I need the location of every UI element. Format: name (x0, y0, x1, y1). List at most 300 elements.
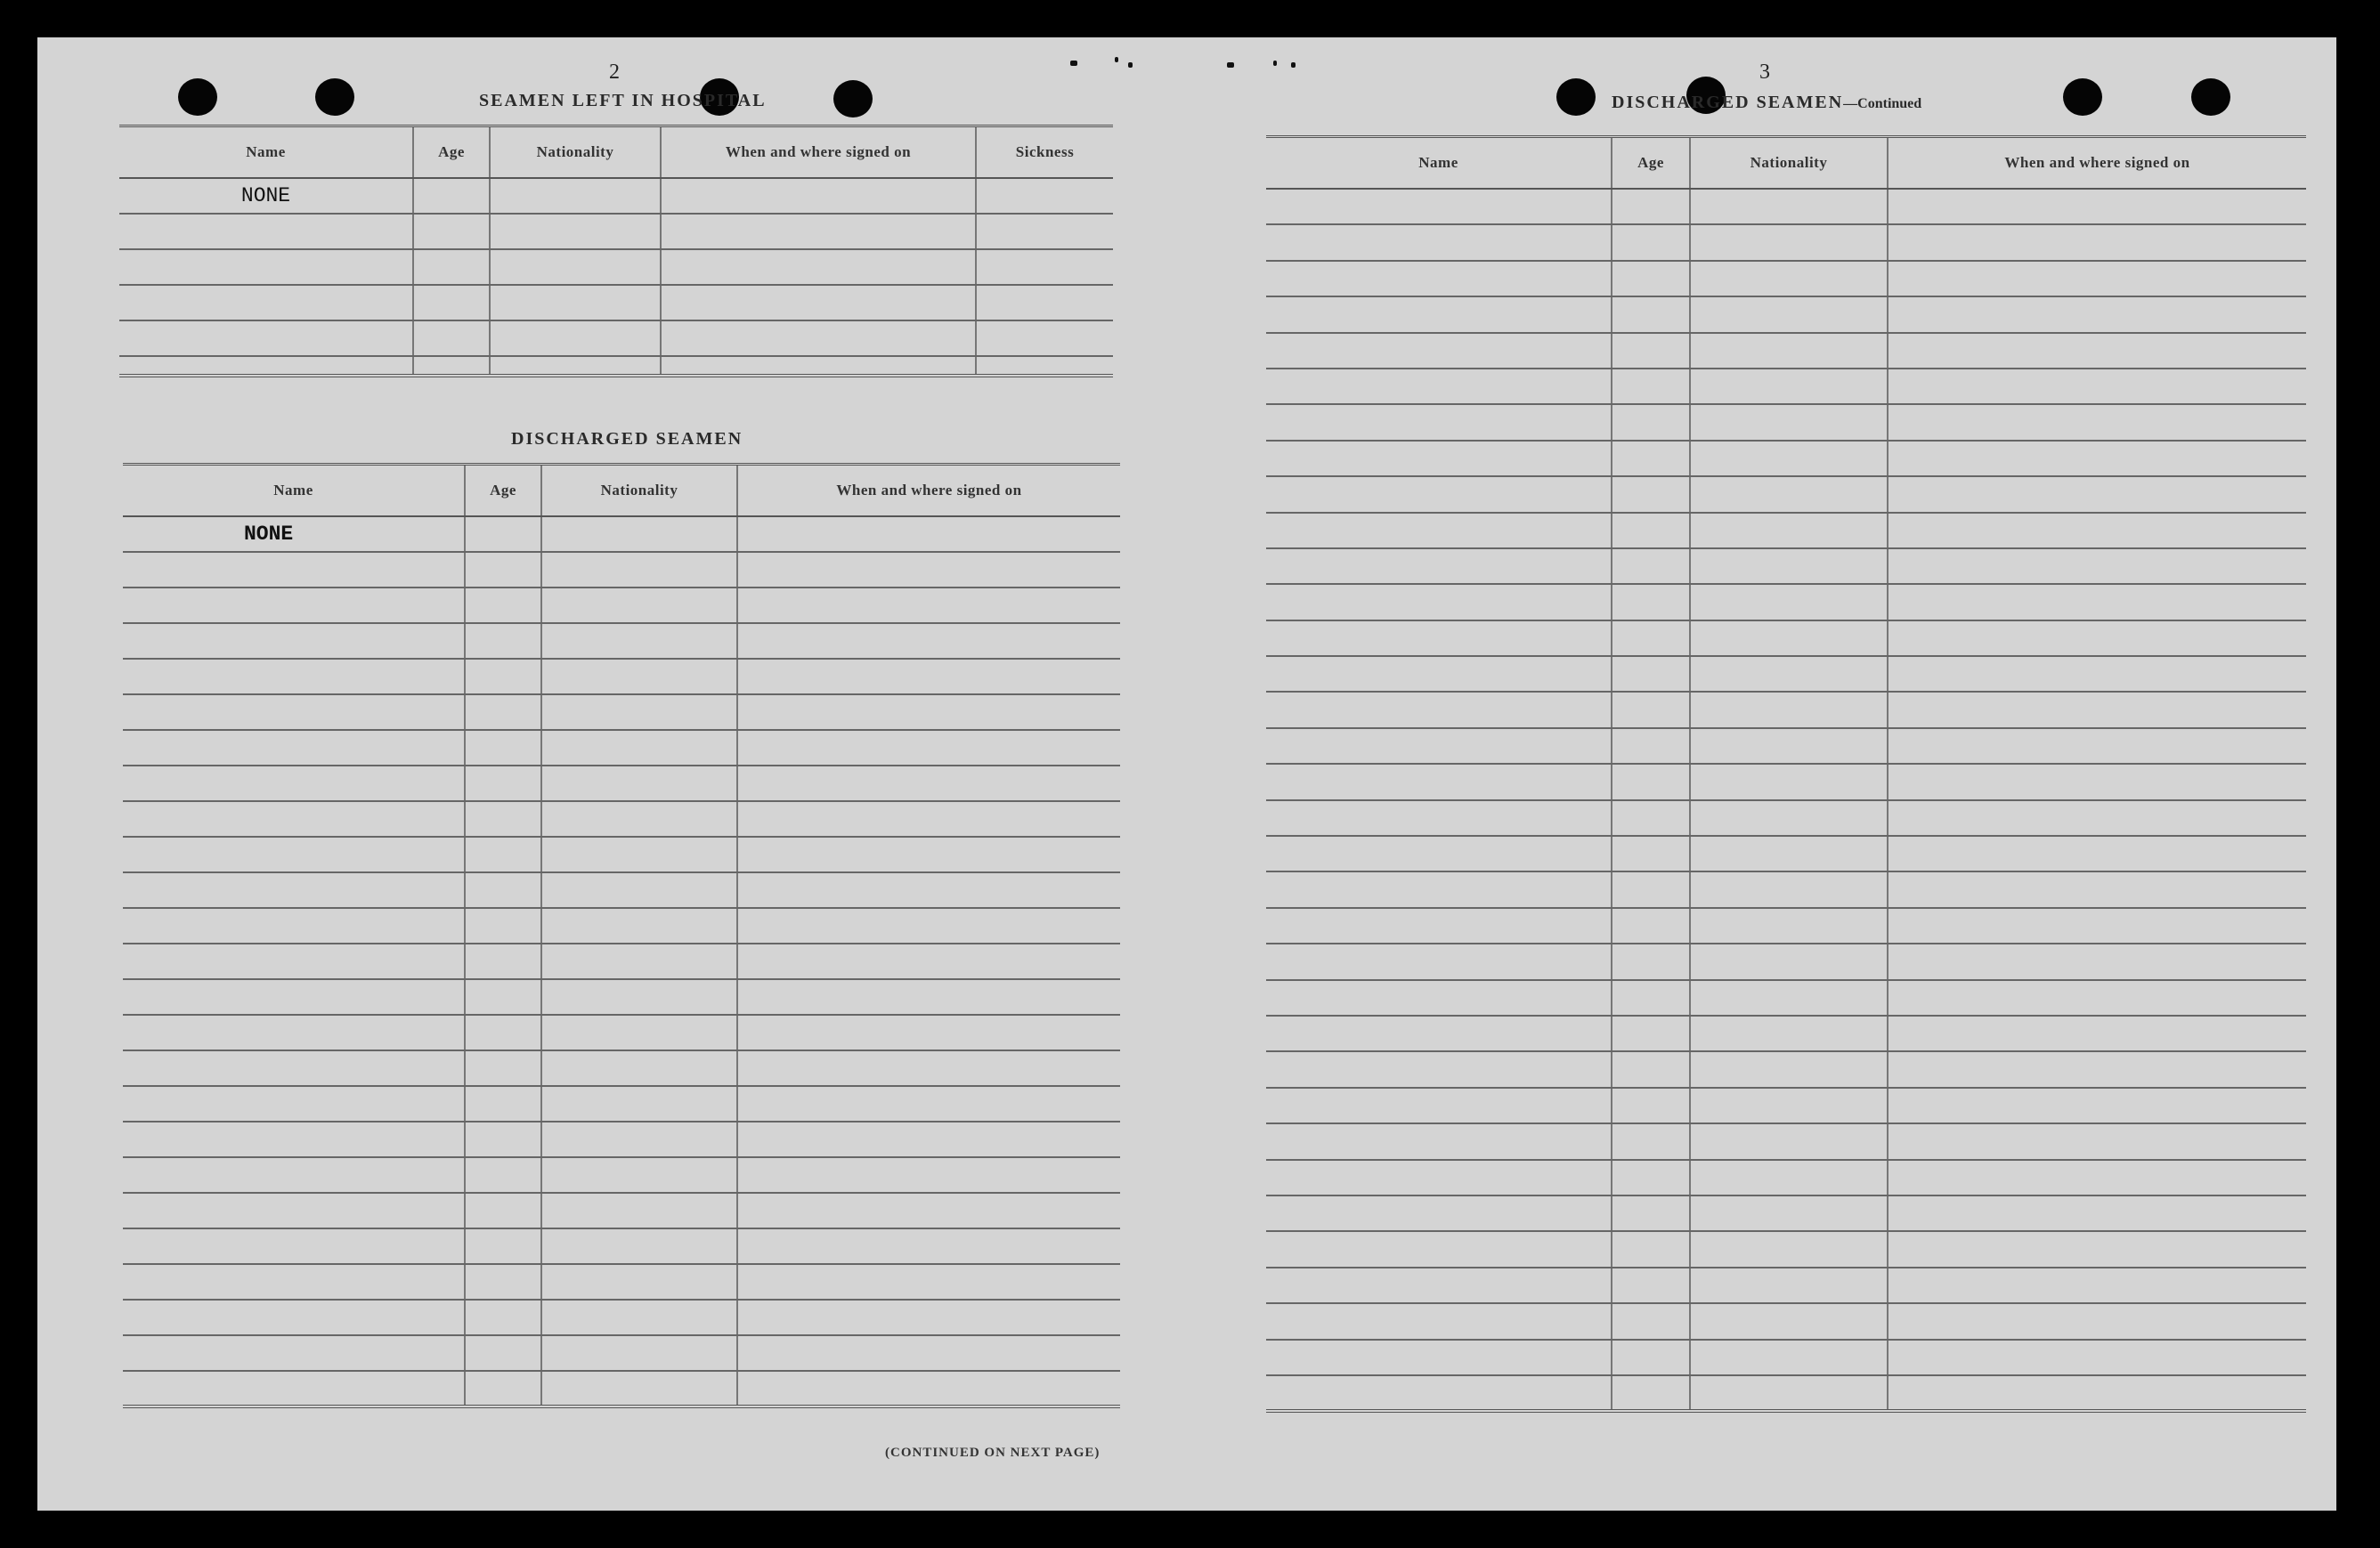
table-cell (1266, 980, 1612, 1016)
table-row (123, 552, 1120, 588)
table-row (1266, 1088, 2306, 1123)
table-cell (737, 588, 1120, 623)
table-row (123, 872, 1120, 908)
table-cell (123, 1050, 465, 1086)
punch-hole (315, 78, 354, 116)
table-cell (737, 1193, 1120, 1228)
column-header-age: Age (465, 465, 541, 517)
table-cell (1888, 1160, 2306, 1195)
table-row (1266, 1268, 2306, 1303)
column-header-nationality: Nationality (1690, 137, 1888, 190)
table-row (1266, 1303, 2306, 1339)
table-cell (1690, 728, 1888, 764)
table-cell (465, 1122, 541, 1157)
table-cell (737, 1335, 1120, 1371)
table-cell (737, 1015, 1120, 1050)
table-cell (123, 1086, 465, 1122)
table-cell (1612, 224, 1690, 260)
table-cell (1266, 1303, 1612, 1339)
table-cell (123, 766, 465, 801)
table-cell (123, 801, 465, 837)
table-cell (541, 944, 737, 979)
table-cell (737, 552, 1120, 588)
table-cell (465, 1335, 541, 1371)
table-row (123, 730, 1120, 766)
table-cell (123, 1335, 465, 1371)
table-cell (1612, 1303, 1690, 1339)
table-cell (1888, 728, 2306, 764)
ink-speck (1115, 57, 1118, 62)
table-cell (1690, 333, 1888, 369)
table-row (1266, 1340, 2306, 1375)
table-cell (1266, 296, 1612, 332)
table-cell (541, 1371, 737, 1406)
table-cell (737, 623, 1120, 659)
table-cell (541, 1157, 737, 1193)
hospital-table (119, 125, 1113, 377)
table-cell (1612, 980, 1690, 1016)
title-main: DISCHARGED SEAMEN (1612, 93, 1844, 112)
table-cell (123, 730, 465, 766)
table-cell (1266, 584, 1612, 620)
table-row (119, 214, 1113, 249)
table-row (1266, 1160, 2306, 1195)
table-cell (1888, 980, 2306, 1016)
table-cell (541, 979, 737, 1015)
table-cell (1690, 980, 1888, 1016)
column-header-name: Name (123, 465, 465, 517)
table-row (123, 908, 1120, 944)
table-cell (1612, 548, 1690, 584)
table-cell (1888, 1051, 2306, 1087)
continued-note: (CONTINUED ON NEXT PAGE) (885, 1446, 1101, 1460)
table-cell (1690, 224, 1888, 260)
table-row (123, 801, 1120, 837)
table-cell (465, 837, 541, 872)
table-cell (1888, 908, 2306, 944)
table-cell (541, 1228, 737, 1264)
column-header-signed-on: When and where signed on (661, 126, 976, 179)
table-cell (465, 1371, 541, 1406)
ink-speck (1128, 62, 1133, 68)
table-cell (541, 1193, 737, 1228)
table-cell (1612, 333, 1690, 369)
table-cell (1612, 1088, 1690, 1123)
table-cell (1888, 224, 2306, 260)
table-cell (465, 872, 541, 908)
table-cell (465, 1015, 541, 1050)
table-cell (1888, 656, 2306, 692)
table-row (119, 356, 1113, 376)
table-cell (1690, 656, 1888, 692)
table-cell (1690, 1051, 1888, 1087)
discharged-table (123, 463, 1120, 1408)
table-row (1266, 620, 2306, 656)
table-cell (1266, 836, 1612, 871)
table-cell (465, 623, 541, 659)
table-row (1266, 513, 2306, 548)
table-row (1266, 189, 2306, 224)
table-cell (1888, 261, 2306, 296)
table-row (1266, 1051, 2306, 1087)
table-cell (541, 1335, 737, 1371)
table-row (123, 1157, 1120, 1193)
table-cell (123, 1264, 465, 1300)
table-cell (123, 588, 465, 623)
table-cell (1266, 871, 1612, 907)
table-cell (1888, 1195, 2306, 1231)
table-cell (1888, 333, 2306, 369)
table-cell (1266, 189, 1612, 224)
table-cell (541, 908, 737, 944)
table-cell (737, 979, 1120, 1015)
table-cell (1266, 1375, 1612, 1411)
table-row (123, 979, 1120, 1015)
table-cell (1888, 1268, 2306, 1303)
table-cell (1612, 404, 1690, 440)
table-cell (737, 766, 1120, 801)
discharged-continued-title (1612, 93, 1921, 113)
table-cell (1612, 1160, 1690, 1195)
table-cell (1690, 871, 1888, 907)
table-cell (1888, 1088, 2306, 1123)
table-cell (1888, 836, 2306, 871)
discharged-continued-table (1266, 135, 2306, 1413)
table-cell (541, 801, 737, 837)
table-row (1266, 1231, 2306, 1267)
table-cell (1888, 620, 2306, 656)
table-cell (1612, 908, 1690, 944)
table-cell (123, 979, 465, 1015)
table-cell (541, 1086, 737, 1122)
table-row (1266, 369, 2306, 404)
table-cell (1612, 728, 1690, 764)
title-suffix: —Continued (1843, 96, 1922, 111)
table-cell (541, 694, 737, 730)
table-cell (123, 1015, 465, 1050)
table-cell (541, 1264, 737, 1300)
table-cell (123, 694, 465, 730)
ink-speck (1227, 62, 1234, 68)
table-cell (1690, 764, 1888, 799)
table-cell (1266, 1123, 1612, 1159)
table-cell (1690, 1268, 1888, 1303)
table-cell (1888, 1123, 2306, 1159)
table-cell (1612, 871, 1690, 907)
table-cell (465, 588, 541, 623)
table-cell (1888, 1303, 2306, 1339)
table-cell (541, 837, 737, 872)
table-cell (1266, 1160, 1612, 1195)
table-row (1266, 800, 2306, 836)
table-cell (1690, 584, 1888, 620)
table-cell (1612, 1340, 1690, 1375)
column-header-nationality: Nationality (541, 465, 737, 517)
table-cell (123, 1122, 465, 1157)
table-row (1266, 548, 2306, 584)
table-cell (1266, 333, 1612, 369)
table-row (123, 1193, 1120, 1228)
table-cell (1888, 871, 2306, 907)
table-cell (1612, 764, 1690, 799)
table-row (123, 1335, 1120, 1371)
table-cell (737, 908, 1120, 944)
table-row (123, 944, 1120, 979)
table-cell (1690, 1303, 1888, 1339)
table-cell (1612, 1123, 1690, 1159)
table-cell (123, 659, 465, 694)
column-header-nationality: Nationality (490, 126, 661, 179)
table-cell (1888, 369, 2306, 404)
table-cell (737, 1264, 1120, 1300)
table-cell (1266, 1268, 1612, 1303)
ink-speck (1273, 61, 1277, 66)
table-row (123, 1264, 1120, 1300)
table-cell (1612, 1231, 1690, 1267)
table-cell (737, 1228, 1120, 1264)
table-cell (465, 659, 541, 694)
table-cell (465, 552, 541, 588)
table-cell (1266, 728, 1612, 764)
table-cell (541, 1300, 737, 1335)
table-cell (1612, 656, 1690, 692)
table-row (1266, 871, 2306, 907)
table-cell (465, 979, 541, 1015)
table-cell (1612, 692, 1690, 727)
punch-hole (1556, 78, 1596, 116)
table-cell (1612, 369, 1690, 404)
page-number-right: 3 (1759, 61, 1770, 84)
discharged-section-title: DISCHARGED SEAMEN (511, 429, 743, 449)
table-cell (1266, 1051, 1612, 1087)
table-cell (1888, 548, 2306, 584)
table-cell (1266, 620, 1612, 656)
table-cell (1612, 513, 1690, 548)
table-cell (1690, 908, 1888, 944)
table-cell (1266, 369, 1612, 404)
table-cell (737, 1050, 1120, 1086)
table-cell (1266, 476, 1612, 512)
table-row (1266, 944, 2306, 979)
table-cell (1266, 548, 1612, 584)
manifest-sheet (37, 37, 2336, 1511)
column-header-age: Age (1612, 137, 1690, 190)
table-row (1266, 224, 2306, 260)
table-cell (1266, 692, 1612, 727)
table-row (1266, 404, 2306, 440)
table-cell (123, 872, 465, 908)
table-cell (1266, 404, 1612, 440)
table-cell (1266, 800, 1612, 836)
entry-name: NONE (123, 516, 465, 552)
table-cell (123, 944, 465, 979)
table-row (123, 1122, 1120, 1157)
table-cell (1266, 1195, 1612, 1231)
table-cell (1888, 189, 2306, 224)
table-row (123, 837, 1120, 872)
table-cell (1266, 513, 1612, 548)
ink-speck (1291, 62, 1296, 68)
table-cell (737, 1371, 1120, 1406)
table-cell (123, 552, 465, 588)
table-cell (1266, 1231, 1612, 1267)
table-cell (1888, 441, 2306, 476)
table-cell (1612, 1268, 1690, 1303)
table-row (119, 178, 1113, 214)
table-row (123, 1015, 1120, 1050)
table-cell (1612, 476, 1690, 512)
table-row (1266, 1375, 2306, 1411)
table-cell (541, 1015, 737, 1050)
table-cell (1690, 296, 1888, 332)
ink-speck (1070, 61, 1077, 66)
table-row (1266, 1123, 2306, 1159)
table-cell (1690, 620, 1888, 656)
table-cell (465, 908, 541, 944)
table-cell (1888, 296, 2306, 332)
table-row (123, 588, 1120, 623)
column-header-name: Name (119, 126, 413, 179)
table-cell (1690, 441, 1888, 476)
table-cell (465, 801, 541, 837)
table-cell (737, 1086, 1120, 1122)
table-cell (1888, 584, 2306, 620)
punch-hole (833, 80, 873, 118)
table-cell (541, 552, 737, 588)
table-row (1266, 656, 2306, 692)
table-cell (1690, 1160, 1888, 1195)
table-cell (1888, 1340, 2306, 1375)
table-cell (1888, 1231, 2306, 1267)
table-cell (1690, 476, 1888, 512)
table-cell (737, 801, 1120, 837)
table-row (123, 1050, 1120, 1086)
column-header-age: Age (413, 126, 490, 179)
punch-hole (178, 78, 217, 116)
table-row (119, 320, 1113, 356)
table-cell (123, 1228, 465, 1264)
table-cell (737, 730, 1120, 766)
table-cell (123, 1157, 465, 1193)
table-row (1266, 908, 2306, 944)
table-cell (1266, 908, 1612, 944)
table-cell (1266, 261, 1612, 296)
table-cell (1888, 944, 2306, 979)
table-cell (1266, 764, 1612, 799)
table-cell (1888, 1375, 2306, 1411)
table-cell (1690, 1016, 1888, 1051)
table-row (1266, 261, 2306, 296)
table-row (123, 1086, 1120, 1122)
table-cell (1612, 1051, 1690, 1087)
table-row (1266, 476, 2306, 512)
table-cell (465, 766, 541, 801)
table-cell (123, 837, 465, 872)
table-row (123, 623, 1120, 659)
table-cell (1266, 656, 1612, 692)
table-cell (123, 623, 465, 659)
table-row (1266, 692, 2306, 727)
table-cell (541, 659, 737, 694)
table-cell (541, 1050, 737, 1086)
table-row (1266, 296, 2306, 332)
table-cell (1690, 944, 1888, 979)
table-row (1266, 333, 2306, 369)
table-cell (541, 730, 737, 766)
table-row (1266, 728, 2306, 764)
table-cell (737, 659, 1120, 694)
table-row (1266, 441, 2306, 476)
table-cell (1612, 296, 1690, 332)
table-cell (1612, 584, 1690, 620)
table-row (123, 694, 1120, 730)
column-header-name: Name (1266, 137, 1612, 190)
table-cell (1690, 513, 1888, 548)
table-cell (1612, 261, 1690, 296)
table-cell (1888, 692, 2306, 727)
table-cell (465, 1157, 541, 1193)
table-row (123, 1300, 1120, 1335)
column-header-signed-on: When and where signed on (1888, 137, 2306, 190)
table-cell (1266, 1016, 1612, 1051)
table-row (119, 285, 1113, 320)
table-cell (1612, 944, 1690, 979)
table-cell (541, 766, 737, 801)
table-cell (1612, 800, 1690, 836)
table-cell (1690, 404, 1888, 440)
table-cell (1888, 513, 2306, 548)
table-row (1266, 764, 2306, 799)
table-cell (123, 1193, 465, 1228)
table-cell (1612, 441, 1690, 476)
table-cell (465, 1228, 541, 1264)
table-row (1266, 1195, 2306, 1231)
table-cell (1690, 1375, 1888, 1411)
table-cell (737, 872, 1120, 908)
table-cell (465, 694, 541, 730)
table-cell (541, 872, 737, 908)
punch-hole (2063, 78, 2102, 116)
table-cell (465, 730, 541, 766)
table-cell (737, 1157, 1120, 1193)
table-cell (123, 908, 465, 944)
table-cell (465, 1086, 541, 1122)
table-cell (1612, 836, 1690, 871)
table-row (1266, 1016, 2306, 1051)
table-row (123, 516, 1120, 552)
table-row (123, 659, 1120, 694)
table-cell (1888, 404, 2306, 440)
table-row (123, 1371, 1120, 1406)
table-cell (1888, 800, 2306, 836)
table-row (1266, 584, 2306, 620)
table-cell (1690, 1195, 1888, 1231)
table-cell (1266, 1340, 1612, 1375)
page-number-left: 2 (609, 61, 620, 84)
table-cell (1888, 1016, 2306, 1051)
table-cell (541, 1122, 737, 1157)
table-row (119, 249, 1113, 285)
table-cell (465, 1193, 541, 1228)
table-row (123, 766, 1120, 801)
table-cell (1266, 944, 1612, 979)
table-cell (737, 694, 1120, 730)
table-cell (1888, 476, 2306, 512)
table-cell (1612, 1195, 1690, 1231)
table-row (1266, 836, 2306, 871)
table-cell (1690, 836, 1888, 871)
table-cell (541, 588, 737, 623)
